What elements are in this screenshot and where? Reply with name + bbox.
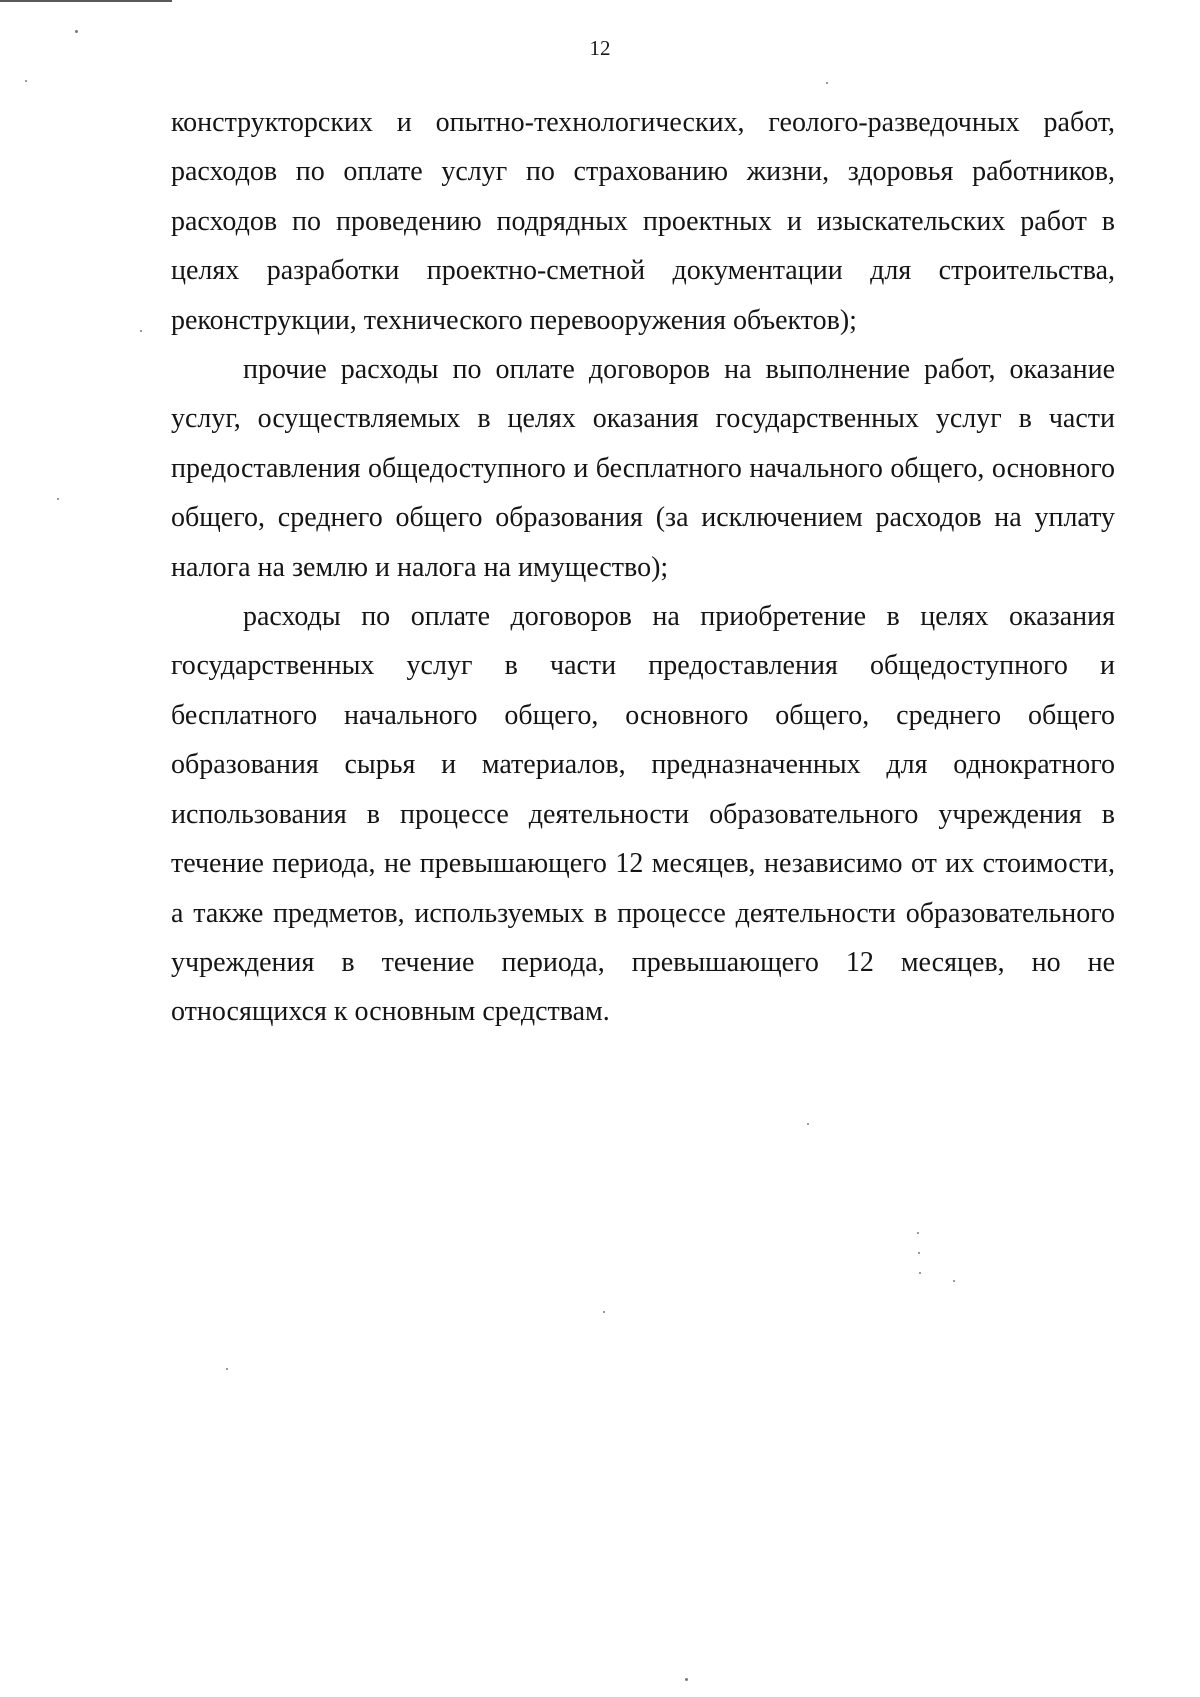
scan-speck xyxy=(953,1280,955,1282)
scan-speck xyxy=(140,330,142,332)
page-number: 12 xyxy=(589,36,611,60)
scan-speck xyxy=(919,1272,921,1274)
paragraph-continuation: конструкторских и опытно-технологических, геолого-разведочных работ, расходов по оплате услуг по страхованию жизни, здоровья работников, расходов по проведению подрядных проектных и изыскательских работ в целях разработки проектно-сметной документации для строительства, реконструкции, технического перевооружения объектов); xyxy=(171,107,1115,336)
paragraph-materials-expenses: расходы по оплате договоров на приобретение в целях оказания государственных услуг в части предоставления общедоступного и бесплатного начального общего, основного общего, среднего общего образования сырья и материалов, предназначенных для однократного использования в процессе деятельности образовательного учреждения в течение периода, не превышающего 12 месяцев, независимо от их стоимости, а также предметов, используемых в процессе деятельности образовательного учреждения в течение периода, превышающего 12 месяцев, но не относящихся к основным средствам. xyxy=(171,601,1115,1028)
scan-speck xyxy=(603,1311,605,1313)
paragraph-other-expenses: прочие расходы по оплате договоров на выполнение работ, оказание услуг, осуществляемых в целях оказания государственных услуг в части предоставления общедоступного и бесплатного начального общего, основного общего, среднего общего образования (за исключением расходов на уплату налога на землю и налога на имущество); xyxy=(171,354,1115,583)
scan-edge-line xyxy=(0,0,172,2)
scan-speck xyxy=(75,30,78,33)
document-body xyxy=(171,98,1115,1037)
scan-speck xyxy=(685,1678,688,1681)
scan-speck xyxy=(918,1252,920,1254)
scan-speck xyxy=(826,82,828,84)
scan-speck xyxy=(25,80,27,82)
scan-speck xyxy=(807,1123,809,1125)
scan-speck xyxy=(226,1368,228,1370)
scan-speck xyxy=(917,1232,919,1234)
scan-speck xyxy=(57,498,59,500)
